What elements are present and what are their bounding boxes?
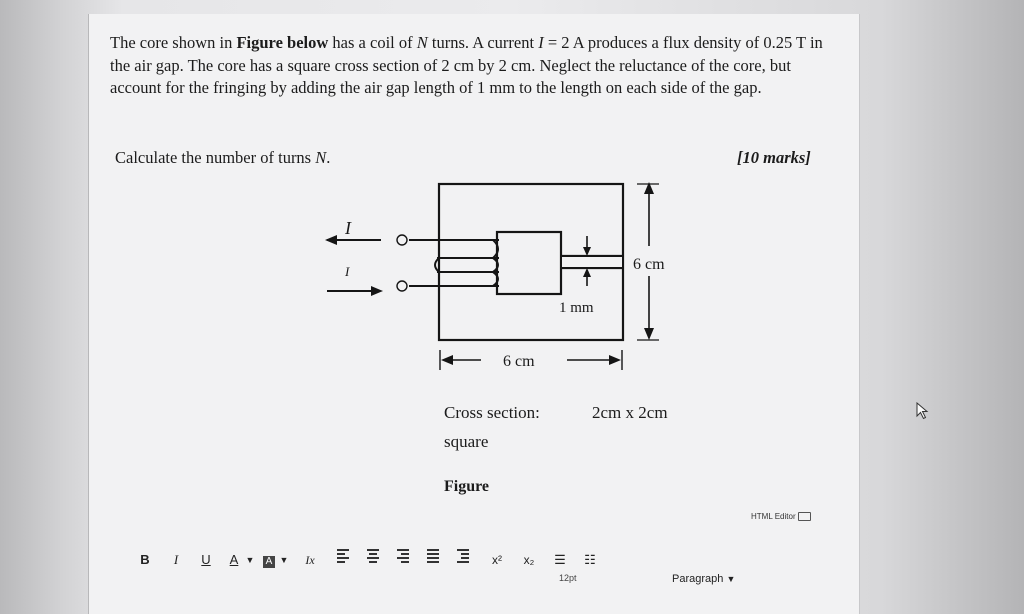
core-window bbox=[497, 232, 561, 294]
paragraph-format-select[interactable]: Paragraph ▼ bbox=[672, 573, 736, 585]
highlight-dropdown-icon[interactable]: ▼ bbox=[279, 555, 289, 565]
cross-section-value: 2cm x 2cm bbox=[592, 403, 668, 422]
font-color-dropdown-icon[interactable]: ▼ bbox=[245, 555, 255, 565]
question-page bbox=[88, 14, 860, 614]
indent-icon[interactable] bbox=[455, 547, 471, 573]
terminal-top bbox=[397, 235, 407, 245]
underline-button[interactable]: U bbox=[201, 552, 211, 567]
bullet-list-icon[interactable]: ☰ bbox=[554, 552, 566, 567]
gap-label: 1 mm bbox=[559, 300, 594, 316]
superscript-button[interactable]: x² bbox=[492, 553, 502, 567]
font-size-select[interactable]: 12pt bbox=[559, 573, 577, 583]
calc-instruction: Calculate the number of turns N. bbox=[115, 148, 331, 167]
question-text: The core shown in Figure below has a coil of N turns. A current I = 2 A produces a flux density of 0.25 T in the air gap. The core has a square cross section of 2 cm by 2 cm. Neglect the reluctance of the core, but account for the fringing by adding the air gap length of 1 mm to the length on each side of the gap. bbox=[110, 33, 823, 97]
align-justify-icon[interactable] bbox=[425, 547, 441, 573]
current-label-top: I bbox=[345, 218, 351, 238]
font-color-button[interactable]: A bbox=[229, 552, 239, 567]
marks-label: [10 marks] bbox=[737, 148, 811, 167]
editor-toolbar bbox=[127, 547, 847, 585]
keyboard-icon bbox=[798, 512, 811, 521]
mouse-cursor-icon bbox=[916, 402, 930, 420]
html-editor-link[interactable]: HTML Editor bbox=[751, 512, 811, 521]
subscript-button[interactable]: x₂ bbox=[523, 553, 535, 567]
align-left-icon[interactable] bbox=[335, 547, 351, 573]
italic-button[interactable]: I bbox=[173, 552, 179, 567]
coil-windings bbox=[409, 240, 499, 286]
highlight-button[interactable]: A bbox=[261, 547, 277, 573]
figure-caption: Figure bbox=[444, 478, 490, 495]
align-right-icon[interactable] bbox=[395, 547, 411, 573]
terminal-bottom bbox=[397, 281, 407, 291]
figure-ref: Figure below bbox=[236, 33, 329, 52]
current-label-bottom: I bbox=[345, 264, 350, 279]
bold-button[interactable]: B bbox=[140, 552, 150, 567]
magnetic-core-figure bbox=[89, 14, 859, 404]
width-label: 6 cm bbox=[503, 353, 535, 370]
cross-section-label: Cross section: bbox=[444, 403, 540, 422]
height-label: 6 cm bbox=[633, 256, 665, 273]
align-center-icon[interactable] bbox=[365, 547, 381, 573]
cross-section-note bbox=[444, 398, 668, 456]
cross-section-shape: square bbox=[444, 432, 489, 451]
clear-format-button[interactable]: Ix bbox=[305, 553, 315, 567]
numbered-list-icon[interactable]: ☷ bbox=[584, 552, 596, 567]
